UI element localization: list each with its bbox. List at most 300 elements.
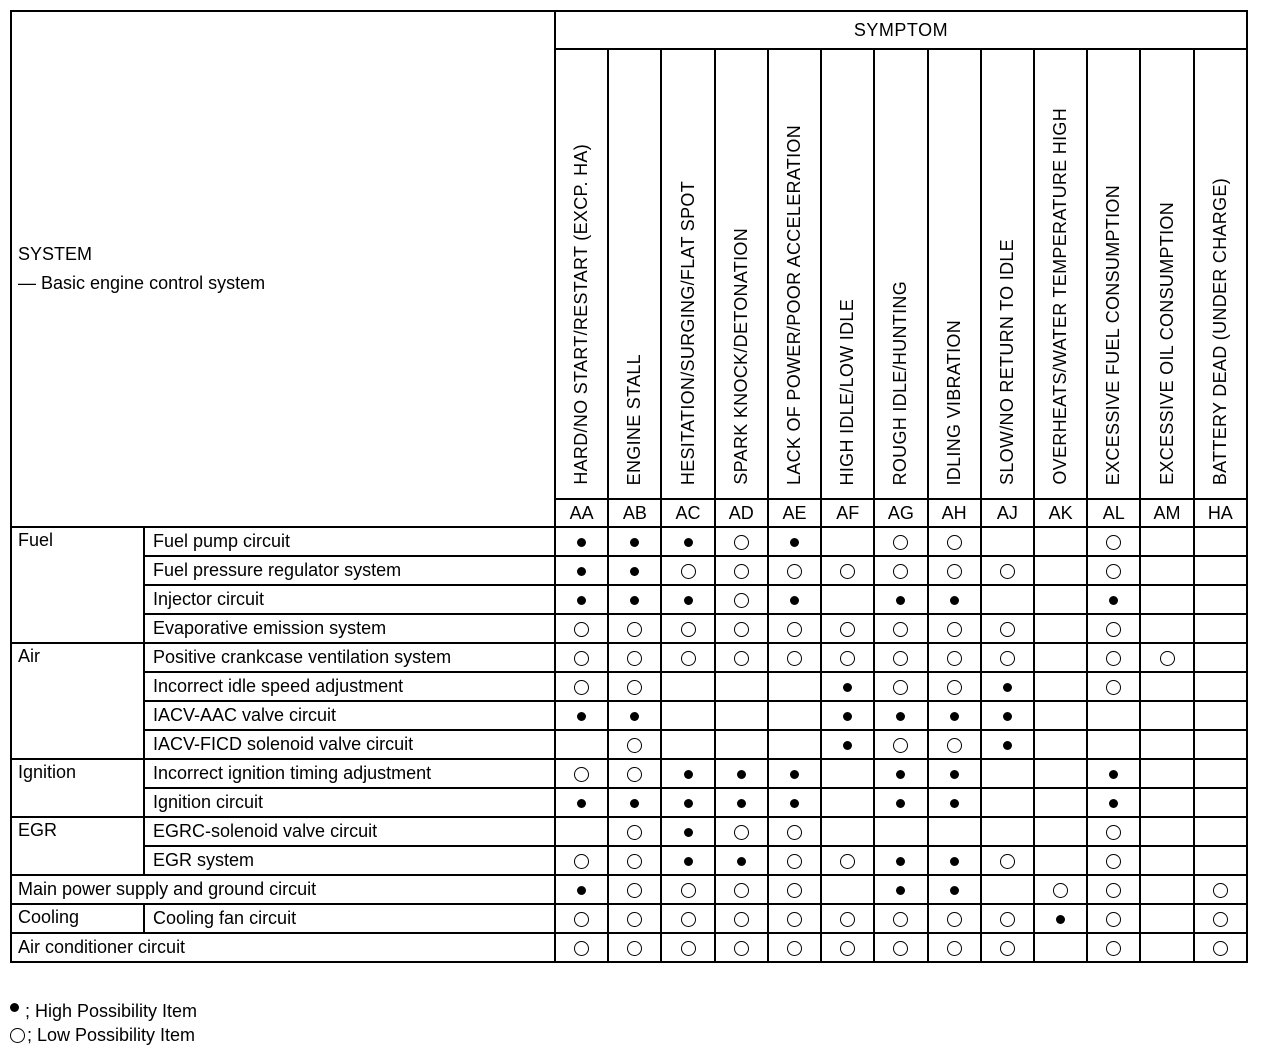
high-possibility-dot-icon (577, 596, 586, 605)
possibility-cell (768, 614, 821, 643)
high-possibility-dot-icon (790, 799, 799, 808)
possibility-cell (608, 817, 661, 846)
low-possibility-circle-icon (1000, 941, 1015, 956)
possibility-cell (715, 817, 768, 846)
low-possibility-circle-icon (734, 622, 749, 637)
symptom-name-cell (661, 49, 714, 499)
possibility-cell (555, 527, 608, 556)
high-possibility-dot-icon (950, 770, 959, 779)
possibility-cell (874, 701, 927, 730)
possibility-cell (555, 846, 608, 875)
system-item-label: Fuel pump circuit (144, 527, 555, 556)
low-possibility-circle-icon (947, 680, 962, 695)
possibility-cell (1194, 527, 1247, 556)
possibility-cell (874, 527, 927, 556)
possibility-cell (1194, 730, 1247, 759)
possibility-cell (1087, 730, 1140, 759)
low-possibility-circle-icon (840, 564, 855, 579)
high-possibility-dot-icon (577, 538, 586, 547)
symptom-name: SPARK KNOCK/DETONATION (730, 228, 751, 485)
symptom-name: SLOW/NO RETURN TO IDLE (996, 239, 1017, 485)
possibility-cell (555, 933, 608, 962)
low-possibility-circle-icon (1000, 651, 1015, 666)
symptom-name-cell (821, 49, 874, 499)
possibility-cell (1034, 759, 1087, 788)
low-possibility-circle-icon (681, 912, 696, 927)
high-possibility-dot-icon (790, 596, 799, 605)
possibility-cell (981, 904, 1034, 933)
possibility-cell (661, 701, 714, 730)
high-possibility-dot-icon (737, 857, 746, 866)
possibility-cell (1140, 701, 1193, 730)
table-row (11, 759, 1247, 788)
possibility-cell (1034, 701, 1087, 730)
low-possibility-circle-icon (574, 680, 589, 695)
possibility-cell (661, 846, 714, 875)
system-item-label: Air conditioner circuit (11, 933, 555, 962)
symptom-name-cell (1087, 49, 1140, 499)
high-possibility-dot-icon (684, 770, 693, 779)
possibility-cell (1194, 614, 1247, 643)
low-possibility-circle-icon (734, 883, 749, 898)
symptom-name-cell (1034, 49, 1087, 499)
legend-low-text: ; Low Possibility Item (27, 1025, 196, 1045)
possibility-cell (1140, 875, 1193, 904)
possibility-cell (1087, 817, 1140, 846)
possibility-cell (608, 527, 661, 556)
high-possibility-dot-icon (843, 683, 852, 692)
possibility-cell (874, 556, 927, 585)
possibility-cell (1140, 759, 1193, 788)
possibility-cell (715, 933, 768, 962)
possibility-cell (1087, 788, 1140, 817)
possibility-cell (608, 701, 661, 730)
possibility-cell (821, 614, 874, 643)
possibility-cell (768, 672, 821, 701)
table-row (11, 585, 1247, 614)
possibility-cell (821, 585, 874, 614)
possibility-cell (1087, 556, 1140, 585)
possibility-cell (1087, 614, 1140, 643)
possibility-cell (555, 585, 608, 614)
possibility-cell (715, 701, 768, 730)
possibility-cell (555, 759, 608, 788)
possibility-cell (768, 556, 821, 585)
high-possibility-dot-icon (950, 712, 959, 721)
table-row (11, 527, 1247, 556)
possibility-cell (768, 788, 821, 817)
symptom-code: AA (555, 499, 608, 527)
low-possibility-circle-icon (1213, 883, 1228, 898)
possibility-cell (981, 701, 1034, 730)
possibility-cell (715, 556, 768, 585)
possibility-cell (874, 730, 927, 759)
low-possibility-circle-icon (893, 680, 908, 695)
low-possibility-circle-icon (574, 941, 589, 956)
low-possibility-circle-icon (1106, 825, 1121, 840)
high-possibility-dot-icon (790, 538, 799, 547)
symptom-name: HIGH IDLE/LOW IDLE (837, 298, 858, 485)
low-possibility-circle-icon (734, 825, 749, 840)
low-possibility-circle-icon (627, 912, 642, 927)
low-possibility-circle-icon (627, 854, 642, 869)
possibility-cell (1087, 846, 1140, 875)
possibility-cell (768, 817, 821, 846)
low-possibility-circle-icon (1213, 941, 1228, 956)
low-possibility-circle-icon (787, 825, 802, 840)
possibility-cell (1140, 846, 1193, 875)
high-possibility-dot-icon (1003, 741, 1012, 750)
possibility-cell (715, 875, 768, 904)
system-item-label: EGR system (144, 846, 555, 875)
table-row (11, 614, 1247, 643)
possibility-cell (661, 788, 714, 817)
possibility-cell (1140, 643, 1193, 672)
high-possibility-dot-icon (10, 1003, 19, 1012)
possibility-cell (928, 817, 981, 846)
possibility-cell (928, 788, 981, 817)
possibility-cell (1087, 643, 1140, 672)
low-possibility-circle-icon (893, 622, 908, 637)
possibility-cell (1194, 904, 1247, 933)
low-possibility-circle-icon (947, 651, 962, 666)
symptom-name-cell (715, 49, 768, 499)
possibility-cell (1034, 585, 1087, 614)
possibility-cell (1034, 817, 1087, 846)
possibility-cell (661, 643, 714, 672)
possibility-cell (1140, 904, 1193, 933)
high-possibility-dot-icon (950, 596, 959, 605)
possibility-cell (1034, 672, 1087, 701)
system-item-label: Positive crankcase ventilation system (144, 643, 555, 672)
low-possibility-circle-icon (1160, 651, 1175, 666)
possibility-cell (608, 875, 661, 904)
symptom-name: BATTERY DEAD (UNDER CHARGE) (1209, 177, 1230, 485)
high-possibility-dot-icon (1109, 799, 1118, 808)
low-possibility-circle-icon (734, 535, 749, 550)
system-group-label: Cooling (11, 904, 144, 933)
possibility-cell (715, 585, 768, 614)
low-possibility-circle-icon (840, 854, 855, 869)
symptom-name: EXCESSIVE FUEL CONSUMPTION (1103, 184, 1124, 485)
high-possibility-dot-icon (950, 799, 959, 808)
low-possibility-circle-icon (1106, 535, 1121, 550)
possibility-cell (1034, 788, 1087, 817)
possibility-cell (928, 527, 981, 556)
possibility-cell (981, 585, 1034, 614)
low-possibility-circle-icon (1106, 622, 1121, 637)
symptom-name: ENGINE STALL (624, 353, 645, 485)
low-possibility-circle-icon (10, 1028, 25, 1043)
possibility-cell (608, 643, 661, 672)
low-possibility-circle-icon (787, 941, 802, 956)
low-possibility-circle-icon (787, 854, 802, 869)
possibility-cell (661, 933, 714, 962)
possibility-cell (608, 933, 661, 962)
high-possibility-dot-icon (896, 799, 905, 808)
possibility-cell (1034, 846, 1087, 875)
low-possibility-circle-icon (893, 651, 908, 666)
possibility-cell (1087, 933, 1140, 962)
symptom-name-cell (874, 49, 927, 499)
possibility-cell (715, 672, 768, 701)
high-possibility-dot-icon (843, 712, 852, 721)
possibility-cell (928, 672, 981, 701)
possibility-cell (821, 875, 874, 904)
possibility-cell (1194, 701, 1247, 730)
high-possibility-dot-icon (1109, 770, 1118, 779)
possibility-cell (821, 846, 874, 875)
high-possibility-dot-icon (896, 596, 905, 605)
low-possibility-circle-icon (1053, 883, 1068, 898)
system-item-label: Evaporative emission system (144, 614, 555, 643)
possibility-cell (821, 759, 874, 788)
low-possibility-circle-icon (787, 564, 802, 579)
possibility-cell (555, 672, 608, 701)
low-possibility-circle-icon (627, 651, 642, 666)
possibility-cell (1140, 817, 1193, 846)
high-possibility-dot-icon (1109, 596, 1118, 605)
possibility-cell (555, 614, 608, 643)
possibility-cell (821, 643, 874, 672)
system-item-label: Injector circuit (144, 585, 555, 614)
system-group-label: Fuel (11, 527, 144, 643)
low-possibility-circle-icon (1106, 941, 1121, 956)
symptom-code: AL (1087, 499, 1140, 527)
possibility-cell (661, 527, 714, 556)
high-possibility-dot-icon (896, 886, 905, 895)
possibility-cell (661, 759, 714, 788)
possibility-cell (981, 730, 1034, 759)
symptom-code: AM (1140, 499, 1193, 527)
possibility-cell (768, 904, 821, 933)
possibility-cell (715, 904, 768, 933)
possibility-cell (1140, 527, 1193, 556)
symptom-title: SYMPTOM (555, 11, 1247, 49)
possibility-cell (874, 846, 927, 875)
possibility-cell (608, 556, 661, 585)
symptom-name-cell (981, 49, 1034, 499)
table-row (11, 875, 1247, 904)
low-possibility-circle-icon (734, 651, 749, 666)
high-possibility-dot-icon (896, 770, 905, 779)
high-possibility-dot-icon (950, 886, 959, 895)
low-possibility-circle-icon (734, 941, 749, 956)
table-row (11, 730, 1247, 759)
possibility-cell (1034, 730, 1087, 759)
possibility-cell (928, 585, 981, 614)
symptom-code: AE (768, 499, 821, 527)
low-possibility-circle-icon (947, 535, 962, 550)
possibility-cell (661, 730, 714, 759)
table-row (11, 788, 1247, 817)
possibility-cell (981, 817, 1034, 846)
possibility-cell (608, 846, 661, 875)
system-item-label: Ignition circuit (144, 788, 555, 817)
possibility-cell (981, 759, 1034, 788)
high-possibility-dot-icon (630, 596, 639, 605)
possibility-cell (661, 904, 714, 933)
low-possibility-circle-icon (1000, 912, 1015, 927)
possibility-cell (1194, 817, 1247, 846)
high-possibility-dot-icon (737, 770, 746, 779)
system-header-cell (11, 11, 555, 527)
possibility-cell (661, 672, 714, 701)
possibility-cell (1087, 875, 1140, 904)
possibility-cell (821, 672, 874, 701)
low-possibility-circle-icon (1106, 854, 1121, 869)
possibility-cell (874, 904, 927, 933)
low-possibility-circle-icon (734, 912, 749, 927)
system-item-label: Incorrect ignition timing adjustment (144, 759, 555, 788)
low-possibility-circle-icon (627, 738, 642, 753)
low-possibility-circle-icon (840, 622, 855, 637)
symptom-code: AK (1034, 499, 1087, 527)
low-possibility-circle-icon (734, 564, 749, 579)
system-item-label: IACV-FICD solenoid valve circuit (144, 730, 555, 759)
low-possibility-circle-icon (681, 941, 696, 956)
possibility-cell (661, 556, 714, 585)
possibility-cell (928, 904, 981, 933)
possibility-cell (768, 933, 821, 962)
possibility-cell (874, 817, 927, 846)
low-possibility-circle-icon (840, 941, 855, 956)
symptom-name: HESITATION/SURGING/FLAT SPOT (677, 180, 698, 485)
high-possibility-dot-icon (630, 799, 639, 808)
system-item-label: EGRC-solenoid valve circuit (144, 817, 555, 846)
possibility-cell (1034, 527, 1087, 556)
possibility-cell (1140, 556, 1193, 585)
low-possibility-circle-icon (1000, 622, 1015, 637)
low-possibility-circle-icon (787, 622, 802, 637)
possibility-cell (555, 788, 608, 817)
table-row (11, 643, 1247, 672)
possibility-cell (555, 643, 608, 672)
low-possibility-circle-icon (840, 912, 855, 927)
low-possibility-circle-icon (947, 622, 962, 637)
low-possibility-circle-icon (947, 941, 962, 956)
possibility-cell (608, 759, 661, 788)
possibility-cell (608, 730, 661, 759)
possibility-cell (981, 788, 1034, 817)
high-possibility-dot-icon (684, 828, 693, 837)
possibility-cell (768, 730, 821, 759)
low-possibility-circle-icon (787, 651, 802, 666)
system-item-label: IACV-AAC valve circuit (144, 701, 555, 730)
low-possibility-circle-icon (947, 564, 962, 579)
high-possibility-dot-icon (577, 799, 586, 808)
possibility-cell (608, 672, 661, 701)
possibility-cell (821, 556, 874, 585)
possibility-cell (1140, 585, 1193, 614)
symptom-name: LACK OF POWER/POOR ACCELERATION (784, 124, 804, 485)
high-possibility-dot-icon (843, 741, 852, 750)
table-row (11, 672, 1247, 701)
possibility-cell (1140, 933, 1193, 962)
symptom-code: AD (715, 499, 768, 527)
possibility-cell (768, 846, 821, 875)
low-possibility-circle-icon (1106, 912, 1121, 927)
possibility-cell (715, 788, 768, 817)
possibility-cell (928, 556, 981, 585)
low-possibility-circle-icon (787, 912, 802, 927)
table-row (11, 933, 1247, 962)
possibility-cell (715, 643, 768, 672)
possibility-cell (981, 672, 1034, 701)
possibility-cell (928, 614, 981, 643)
symptom-name-cell (768, 49, 821, 499)
possibility-cell (1087, 585, 1140, 614)
high-possibility-dot-icon (950, 857, 959, 866)
legend-low (10, 1025, 195, 1046)
possibility-cell (715, 527, 768, 556)
possibility-cell (928, 933, 981, 962)
possibility-cell (874, 643, 927, 672)
possibility-cell (1140, 614, 1193, 643)
possibility-cell (874, 759, 927, 788)
low-possibility-circle-icon (1000, 854, 1015, 869)
low-possibility-circle-icon (1106, 680, 1121, 695)
possibility-cell (821, 817, 874, 846)
possibility-cell (1140, 730, 1193, 759)
high-possibility-dot-icon (1003, 712, 1012, 721)
possibility-cell (821, 933, 874, 962)
possibility-cell (928, 875, 981, 904)
low-possibility-circle-icon (681, 564, 696, 579)
symptom-name-cell (608, 49, 661, 499)
high-possibility-dot-icon (630, 712, 639, 721)
possibility-cell (715, 846, 768, 875)
low-possibility-circle-icon (947, 738, 962, 753)
possibility-cell (715, 730, 768, 759)
possibility-cell (928, 759, 981, 788)
possibility-cell (1194, 875, 1247, 904)
possibility-cell (928, 846, 981, 875)
low-possibility-circle-icon (893, 941, 908, 956)
possibility-cell (981, 614, 1034, 643)
possibility-cell (1140, 672, 1193, 701)
possibility-cell (1194, 556, 1247, 585)
possibility-cell (768, 585, 821, 614)
possibility-cell (1140, 788, 1193, 817)
possibility-cell (1087, 527, 1140, 556)
symptom-name-cell (555, 49, 608, 499)
high-possibility-dot-icon (684, 857, 693, 866)
possibility-cell (874, 933, 927, 962)
possibility-cell (555, 904, 608, 933)
possibility-cell (1087, 904, 1140, 933)
low-possibility-circle-icon (574, 854, 589, 869)
possibility-cell (555, 556, 608, 585)
low-possibility-circle-icon (627, 680, 642, 695)
possibility-cell (661, 614, 714, 643)
high-possibility-dot-icon (1056, 915, 1065, 924)
possibility-cell (874, 672, 927, 701)
high-possibility-dot-icon (896, 712, 905, 721)
possibility-cell (1034, 933, 1087, 962)
system-item-label: Fuel pressure regulator system (144, 556, 555, 585)
high-possibility-dot-icon (684, 799, 693, 808)
symptom-name: HARD/NO START/RESTART (EXCP. HA) (571, 144, 592, 485)
high-possibility-dot-icon (790, 770, 799, 779)
symptom-code: AF (821, 499, 874, 527)
low-possibility-circle-icon (1213, 912, 1228, 927)
possibility-cell (1194, 933, 1247, 962)
symptom-name-cell (1140, 49, 1193, 499)
high-possibility-dot-icon (684, 596, 693, 605)
possibility-cell (981, 527, 1034, 556)
low-possibility-circle-icon (681, 651, 696, 666)
